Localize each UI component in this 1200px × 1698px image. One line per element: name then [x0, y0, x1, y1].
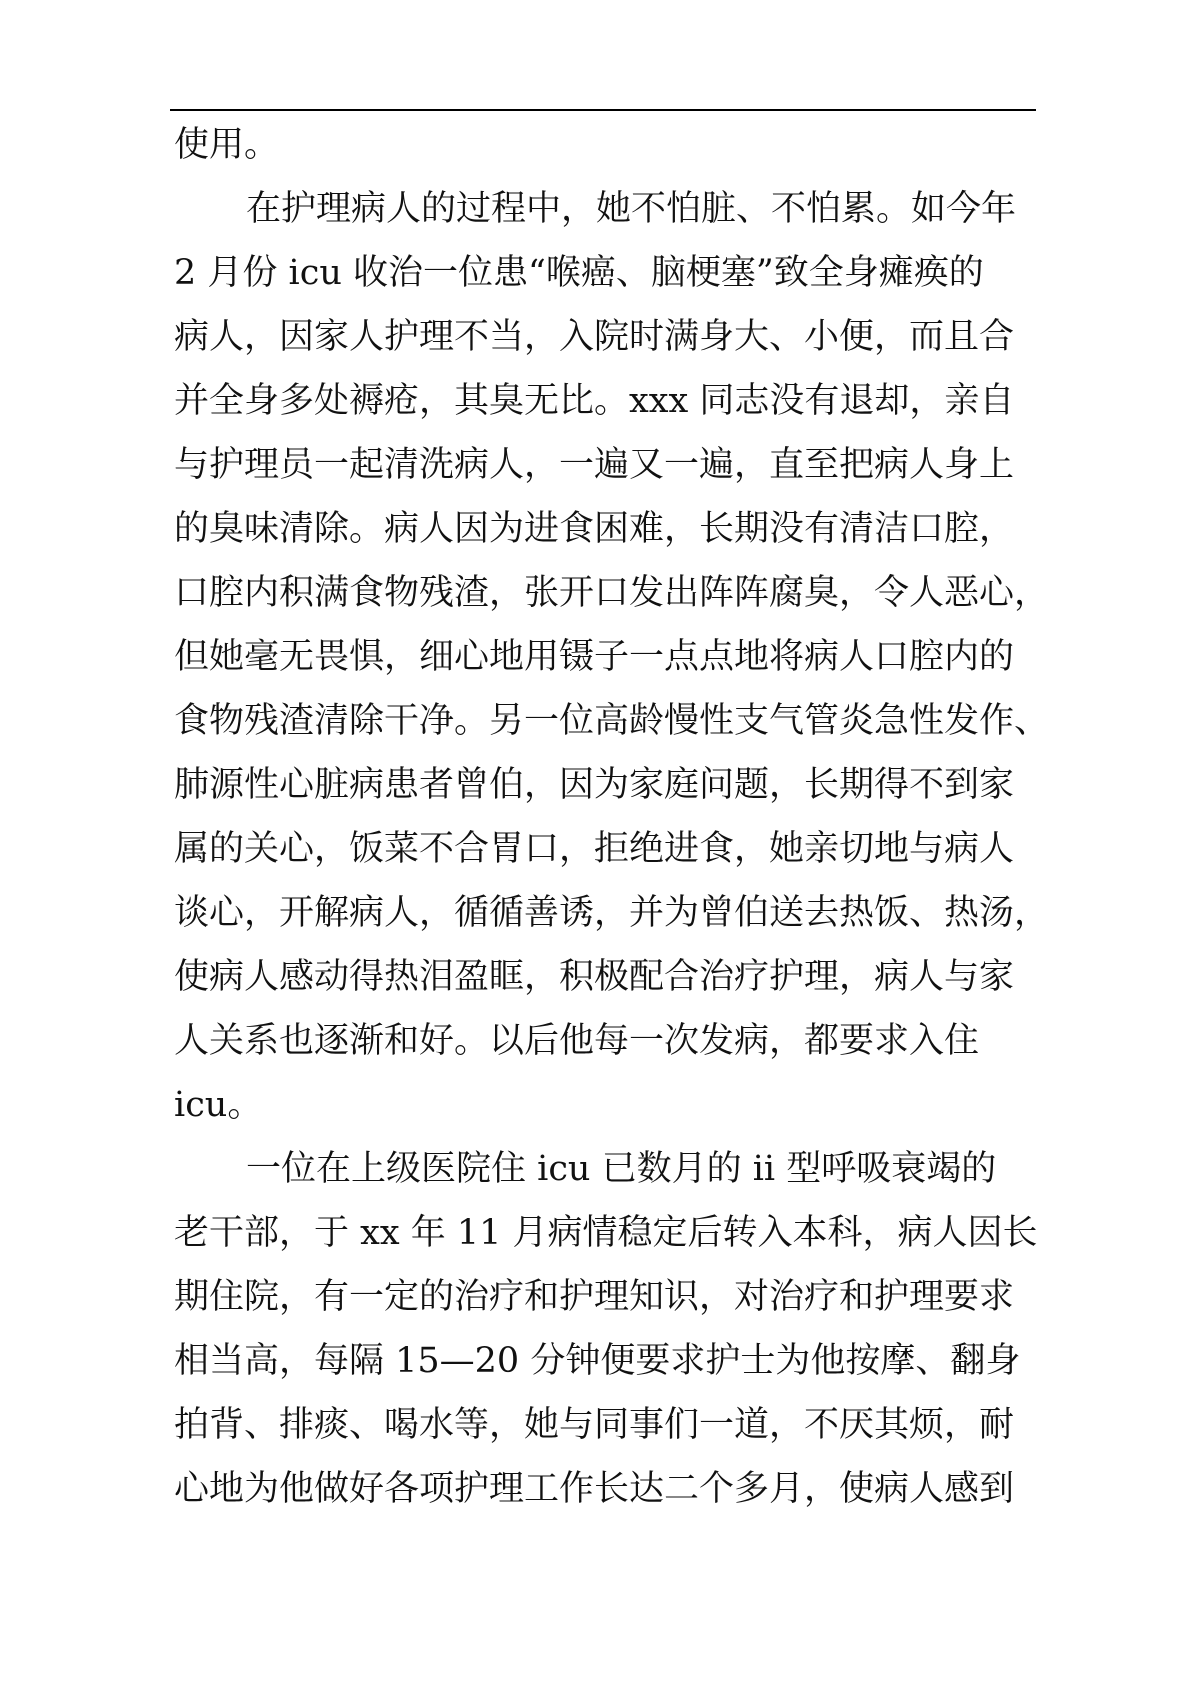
text-line: 属的关心，饭菜不合胃口，拒绝进食，她亲切地与病人: [174, 829, 1015, 869]
text-line: 使用。: [174, 125, 280, 165]
text-line: 并全身多处褥疮，其臭无比。xxx 同志没有退却，亲自: [174, 381, 1015, 421]
text-line: 2 月份 icu 收治一位患“喉癌、脑梗塞”致全身瘫痪的: [174, 253, 984, 293]
text-line: icu。: [174, 1085, 263, 1125]
text-line: 在护理病人的过程中，她不怕脏、不怕累。如今年: [246, 189, 1017, 229]
text-line: 相当高，每隔 15—20 分钟便要求护士为他按摩、翻身: [174, 1341, 1021, 1381]
text-line: 老干部，于 xx 年 11 月病情稳定后转入本科，病人因长: [174, 1213, 1038, 1253]
text-line: 食物残渣清除干净。另一位高龄慢性支气管炎急性发作、: [174, 701, 1050, 741]
text-line: 期住院，有一定的治疗和护理知识，对治疗和护理要求: [174, 1277, 1015, 1317]
text-line: 口腔内积满食物残渣，张开口发出阵阵腐臭，令人恶心，: [174, 573, 1050, 613]
text-line: 谈心，开解病人，循循善诱，并为曾伯送去热饭、热汤，: [174, 893, 1050, 933]
text-line: 心地为他做好各项护理工作长达二个多月，使病人感到: [174, 1469, 1015, 1509]
text-line: 病人，因家人护理不当，入院时满身大、小便，而且合: [174, 317, 1015, 357]
text-line: 人关系也逐渐和好。以后他每一次发病，都要求入住: [174, 1021, 980, 1061]
text-line: 拍背、排痰、喝水等，她与同事们一道，不厌其烦，耐: [174, 1405, 1015, 1445]
text-line: 与护理员一起清洗病人，一遍又一遍，直至把病人身上: [174, 445, 1015, 485]
text-line: 的臭味清除。病人因为进食困难，长期没有清洁口腔，: [174, 509, 1015, 549]
body-text: [174, 113, 1050, 1521]
text-line: 一位在上级医院住 icu 已数月的 ii 型呼吸衰竭的: [246, 1149, 997, 1189]
text-line: 但她毫无畏惧，细心地用镊子一点点地将病人口腔内的: [174, 637, 1015, 677]
header-divider: [170, 109, 1036, 111]
text-line: 肺源性心脏病患者曾伯，因为家庭问题，长期得不到家: [174, 765, 1015, 805]
text-line: 使病人感动得热泪盈眶，积极配合治疗护理，病人与家: [174, 957, 1015, 997]
